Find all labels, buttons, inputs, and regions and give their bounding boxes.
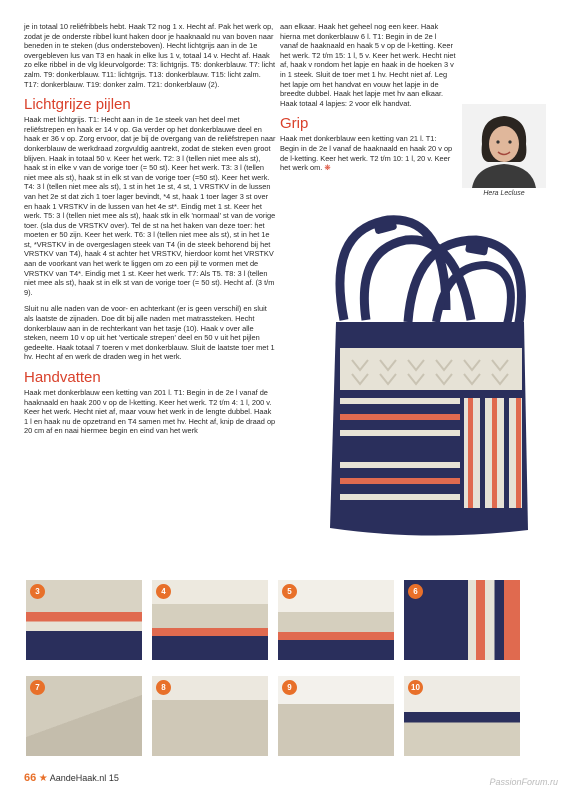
author-photo <box>462 104 546 200</box>
issue-number: 15 <box>108 773 119 783</box>
crochet-bag-image <box>296 210 556 550</box>
heading-handvatten: Handvatten <box>24 369 101 386</box>
star-icon: ★ <box>38 773 48 784</box>
pijlen-paragraph: Haak met lichtgrijs. T1: Hecht aan in de 1e steek van het deel met reliëfstrepen en haak er 14 v op. Ga verder op het donkerblauwe deel en haak er 36 v op. Zorg ervoor, dat je bij de overgang van de reliëfstrepen naar donkerblauw de werkdraad zorgvuldig aantrekt, zodat de steken even groot blijven. Haak in totaal 50 v. Keer het werk. T2: 3 l (tellen niet mee als st), haak st in elke v van de vorige toer (= 50 st). Keer het werk. T3: 3 l (tellen niet mee als st), haak st in elk st van de vorige toer (=50 st). Keer het werk. T4: 3 l (tellen niet mee als st), 1 st in het 1e st, 4 st, 1 VRSTKV in de lussen van het 2e st dat zich 1 toer lager bevindt, *4 st, haak 1 toer lager 3 st over en haak 1 VRSTKV in de lussen van het 4e st*. Eindig met 1 st. Keer het werk. T5: 3 l (tellen niet mee als st), haak stk in elk 'normaal' st van de vorige toer. (sla dus de VRSTKV over). Tel de st na het haken van deze toer: het moeten er 50 zijn. Keer het werk. T6: 3 l (tellen niet mee als st), st in het 1e st, *VRSTKV in de overgeslagen steek van T4 (in de steek behorend bij het VRSTKV van T4), haak 4 st achter het VRSTKV, hierdoor komt het VRSTKV aan de voorkant van het werk te liggen om zo een pijl te vormen met de VRSTKV van T4*. Eindig met 1 st. Keer het werk. T7: Als T5. T8: 3 l (tellen niet mee als st), haak st in elk st van de vorige toer (= 50 st). Hecht af. (3 t/m 9). <box>24 115 276 297</box>
step-photo-9 <box>276 674 396 758</box>
step-photo-7 <box>24 674 144 758</box>
step-number-9: 9 <box>282 680 297 695</box>
step-number-7: 7 <box>30 680 45 695</box>
page-footer <box>24 772 544 788</box>
page-number: 66 <box>24 772 37 784</box>
step-number-5: 5 <box>282 584 297 599</box>
step-number-10: 10 <box>408 680 423 695</box>
heading-grip: Grip <box>280 115 309 133</box>
end-mark-icon: ❋ <box>324 163 331 173</box>
step-photo-4 <box>150 578 270 662</box>
sluit-paragraph: Sluit nu alle naden van de voor- en achterkant (er is geen verschil) en sluit als laatste de zijnaden. Doe dit bij alle naden met matrassteken. Hecht donkerblauw aan in de rechterkant van het tasje (10). Haak v over alle steken, neem 10 v op uit het 'verticale strepen' deel en 50 v uit het pijlen gedeelte. Haak totaal 7 toeren v met donkerblauw. Sluit de laatste toer met 1 hv. Hecht af en werk de draden weg in het werk. <box>24 304 275 362</box>
step-photo-3 <box>24 578 144 662</box>
step-photo-6 <box>402 578 522 662</box>
heading-lichtgrijze-pijlen: Lichtgrijze pijlen <box>24 96 131 114</box>
step-photo-5 <box>276 578 396 662</box>
author-portrait-image <box>462 104 546 188</box>
step-number-8: 8 <box>156 680 171 695</box>
author-name: Hera Lecluse <box>483 190 525 197</box>
watermark: PassionForum.ru <box>489 777 558 787</box>
step-number-3: 3 <box>30 584 45 599</box>
step-number-4: 4 <box>156 584 171 599</box>
grip-text: Haak met donkerblauw een ketting van 21 l. T1: Begin in de 2e l vanaf de haaknaald en haak 20 v op de l-ketting. Keer het werk. T2 t/m 10: 1 l, 20 v. Keer het werk om. <box>280 134 453 173</box>
bag-photo <box>296 210 556 550</box>
step-photo-10 <box>402 674 522 758</box>
handvatten-paragraph: Haak met donkerblauw een ketting van 201 l. T1: Begin in de 2e l vanaf de haaknaald en haak 200 v op de l-ketting. Keer het werk. T2 t/m 4: 1 l, 200 v. Keer het werk. Hecht niet af, maar vouw het werk in de lengte dubbel. Haak 1 l en haak nu de opzetrand en T4 samen met hv. Hecht af, knip de draad op 20 cm af en naai hiermee begin en eind van het werk <box>24 388 276 436</box>
continued-paragraph: aan elkaar. Haak het geheel nog een keer. Haak hierna met donkerblauw 6 l. T1: Begin in de 2e l vanaf de haaknaald en haak 5 v op de l-ketting. Keer het werk. T2 t/m 15: 1 l, 5 v. Keer het werk. Hecht niet af, haak v rondom het lapje en haak in de hoeken 3 v in 1 steek. Sluit de toer met 1 hv. Hecht niet af. Leg het lapje om het handvat en vouw het lapje in de breedte dubbel. Haak het lapje met hv aan elkaar. Haak totaal 4 lapjes: 2 voor elk handvat. <box>280 22 456 108</box>
step-photo-8 <box>150 674 270 758</box>
intro-paragraph: je in totaal 10 reliëfribbels hebt. Haak T2 nog 1 x. Hecht af. Pak het werk op, zodat je de onderste ribbel kunt haken door je haaknaald nu van boven naar beneden in te steken (dus ondersteboven). Hecht lichtgrijs aan in de 1e overgebleven lus van T3 en haak in elke lus 1 v, totaal 14 v. Hecht af. Haak zo elke ribbel in de vlg kleurvolgorde: T3: lichtgrijs. T5: donkerblauw. T7: licht zalm. T9: donkerblauw. T11: lichtgrijs. T13: donkerblauw. T15: licht zalm. T17: donkerblauw. T19: donker zalm. T21: donkerblauw (2). <box>24 22 275 89</box>
left-column <box>24 22 276 443</box>
grip-paragraph <box>280 134 456 172</box>
step-photos <box>24 578 548 768</box>
step-number-6: 6 <box>408 584 423 599</box>
brand-name: AandeHaak.nl <box>49 773 107 783</box>
